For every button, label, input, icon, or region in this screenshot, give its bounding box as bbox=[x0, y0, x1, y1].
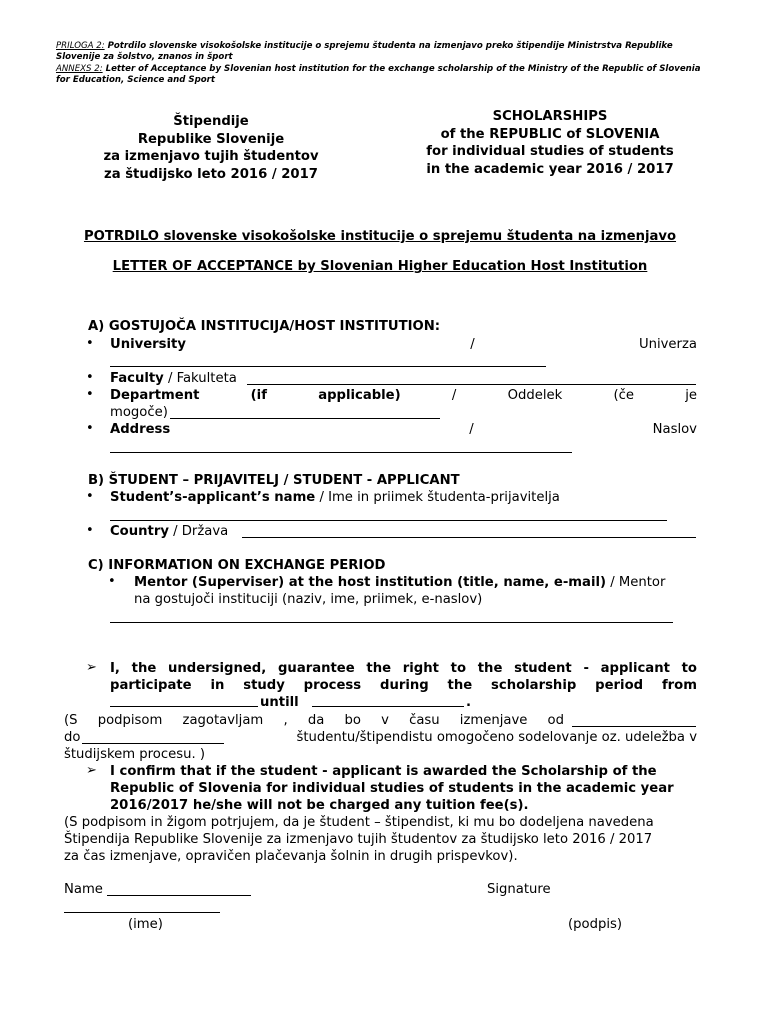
title-slovenian bbox=[90, 113, 332, 183]
confirm-statement bbox=[110, 763, 697, 815]
word: the bbox=[447, 678, 473, 693]
department-field[interactable] bbox=[170, 418, 440, 419]
word: student bbox=[514, 661, 572, 676]
section-b-title: B) ŠTUDENT – PRIJAVITELJ / STUDENT - APPLICANT bbox=[88, 473, 460, 488]
word: guarantee bbox=[277, 661, 355, 676]
department-word: (if bbox=[250, 388, 267, 403]
title-english bbox=[410, 108, 690, 178]
word: scholarship bbox=[491, 678, 577, 693]
word: applicant bbox=[600, 661, 670, 676]
word: from bbox=[661, 678, 697, 693]
izmenjave-do-field[interactable] bbox=[82, 743, 224, 744]
bullet-icon: • bbox=[108, 574, 116, 589]
guarantee-sl-line2: študentu/štipendistu omogočeno sodelovanje oz. udeležba v bbox=[296, 730, 697, 745]
student-name-label-sl: / Ime in priimek študenta-prijavitelja bbox=[315, 490, 560, 505]
department-word: (če bbox=[613, 388, 634, 403]
faculty-field[interactable] bbox=[247, 384, 696, 385]
confirm-line: 2016/2017 he/she will not be charged any tuition fee(s). bbox=[110, 798, 529, 814]
address-field[interactable] bbox=[110, 452, 572, 453]
title-sl-line: za izmenjavo tujih študentov bbox=[103, 149, 319, 164]
student-name-row bbox=[110, 489, 560, 506]
country-label: Country bbox=[110, 524, 169, 539]
address-label: Address bbox=[110, 422, 171, 437]
bullet-icon: • bbox=[86, 370, 94, 385]
period-until-field[interactable] bbox=[312, 706, 464, 707]
address-label-sl: Naslov bbox=[652, 422, 697, 437]
annex-header bbox=[56, 41, 706, 87]
mentor-label: Mentor (Superviser) at the host institution (title, name, e-mail) bbox=[134, 575, 607, 590]
word: right bbox=[402, 661, 439, 676]
bullet-icon: • bbox=[86, 336, 94, 351]
word: to bbox=[681, 661, 697, 676]
annex2-text: Letter of Acceptance by Slovenian host institution for the exchange scholarship of the Ministry of the Republic of Slovenia for Education, Science and Sport bbox=[56, 63, 701, 86]
faculty-label-sl: / Fakulteta bbox=[163, 371, 237, 386]
department-word: applicable) bbox=[318, 388, 401, 403]
word: the bbox=[131, 661, 157, 676]
title-en-line: in the academic year 2016 / 2017 bbox=[426, 161, 674, 177]
untill-label: untill bbox=[260, 695, 299, 710]
confirm-line: Republic of Slovenia for individual studies of students in the academic year bbox=[110, 781, 674, 797]
student-name-field[interactable] bbox=[110, 520, 667, 521]
title-en-line: SCHOLARSHIPS bbox=[492, 109, 608, 124]
university-label-sl: Univerza bbox=[638, 337, 697, 352]
name-field[interactable] bbox=[107, 895, 251, 896]
word: period bbox=[595, 678, 644, 693]
department-slash: / bbox=[451, 388, 457, 403]
word: bo bbox=[344, 713, 361, 728]
word: zagotavljam bbox=[182, 713, 264, 728]
word: podpisom bbox=[97, 713, 163, 728]
word: the bbox=[366, 661, 392, 676]
department-line2: mogoče) bbox=[110, 405, 168, 420]
mentor-row bbox=[134, 574, 697, 608]
guarantee-line2 bbox=[110, 677, 697, 694]
heading-english: LETTER OF ACCEPTANCE by Slovenian Higher Education Host Institution bbox=[112, 259, 648, 274]
word: od bbox=[547, 713, 564, 728]
faculty-label: Faculty bbox=[110, 371, 164, 386]
word: undersigned, bbox=[168, 661, 267, 676]
word: process bbox=[303, 678, 362, 693]
university-slash: / bbox=[470, 337, 475, 352]
word: (S bbox=[64, 713, 78, 728]
department-word: je bbox=[685, 388, 697, 403]
word: to bbox=[450, 661, 467, 676]
title-en-line: of the REPUBLIC of SLOVENIA bbox=[440, 126, 660, 142]
title-sl-line: Republike Slovenije bbox=[137, 131, 285, 147]
confirm-sl-line: Štipendija Republike Slovenije za izmenjavo tujih študentov za študijsko leto 2016 / 2017 bbox=[64, 832, 653, 848]
country-label-sl: / Država bbox=[168, 524, 229, 539]
guarantee-sl-line3: študijskem procesu. ) bbox=[64, 747, 205, 762]
name-label: Name bbox=[64, 882, 103, 897]
section-c-title: C) INFORMATION ON EXCHANGE PERIOD bbox=[88, 558, 386, 573]
signature-label: Signature bbox=[487, 882, 551, 897]
mentor-line2: na gostujoči instituciji (naziv, ime, priimek, e-naslov) bbox=[134, 592, 483, 608]
section-a-title: A) GOSTUJOČA INSTITUCIJA/HOST INSTITUTION: bbox=[88, 319, 441, 334]
arrow-bullet-icon: ➢ bbox=[86, 660, 97, 675]
annex1-text: Potrdilo slovenske visokošolske institucije o sprejemu študenta na izmenjavo preko štipendije Ministrstva Republike Slovenije za šolstvo, znanos in šport bbox=[56, 41, 673, 63]
word: during bbox=[380, 678, 429, 693]
university-row bbox=[110, 336, 697, 353]
heading-slovenian: POTRDILO slovenske visokošolske institucije o sprejemu študenta na izmenjavo bbox=[83, 229, 677, 244]
title-sl-line: Štipendije bbox=[173, 114, 249, 129]
faculty-row bbox=[110, 370, 237, 387]
title-en-line: for individual studies of students bbox=[426, 144, 674, 159]
bullet-icon: • bbox=[86, 489, 94, 504]
izmenjave-od-field[interactable] bbox=[572, 726, 696, 727]
title-sl-line: za študijsko leto 2016 / 2017 bbox=[104, 166, 318, 182]
address-row bbox=[110, 421, 697, 438]
university-field[interactable] bbox=[110, 366, 546, 367]
annex2-label: ANNEXS 2: bbox=[56, 63, 103, 74]
word: v bbox=[381, 713, 389, 728]
country-row bbox=[110, 523, 228, 540]
department-label-sl: Oddelek bbox=[507, 388, 563, 403]
bullet-icon: • bbox=[86, 387, 94, 402]
word: času bbox=[409, 713, 440, 728]
period-end-dot: . bbox=[466, 695, 472, 710]
word: study bbox=[243, 678, 285, 693]
confirm-sl-line: (S podpisom in žigom potrjujem, da je študent – štipendist, ki mu bo dodeljena navedena bbox=[64, 815, 654, 830]
word: participate bbox=[110, 678, 192, 693]
confirm-line: I confirm that if the student - applicant is awarded the Scholarship of the bbox=[110, 764, 657, 779]
bullet-icon: • bbox=[86, 421, 94, 436]
name-field-line2[interactable] bbox=[64, 912, 220, 913]
country-field[interactable] bbox=[242, 537, 696, 538]
do-label: do bbox=[64, 730, 81, 745]
podpis-caption: (podpis) bbox=[568, 917, 623, 932]
department-label: Department bbox=[110, 388, 200, 403]
word: in bbox=[210, 678, 225, 693]
word: I, bbox=[110, 661, 120, 676]
confirm-sl bbox=[64, 814, 697, 866]
word: da bbox=[307, 713, 325, 728]
arrow-bullet-icon: ➢ bbox=[86, 763, 97, 778]
guarantee-sl-line1 bbox=[64, 712, 564, 729]
period-from-field[interactable] bbox=[110, 706, 258, 707]
address-slash: / bbox=[469, 422, 474, 437]
mentor-field[interactable] bbox=[110, 622, 673, 623]
mentor-label-sl: / Mentor bbox=[606, 575, 666, 590]
guarantee-line1 bbox=[110, 660, 697, 677]
ime-caption: (ime) bbox=[128, 917, 163, 932]
bullet-icon: • bbox=[86, 523, 94, 538]
confirm-sl-line: za čas izmenjave, opravičen plačevanja šolnin in drugih prispevkov). bbox=[64, 849, 518, 865]
word: izmenjave bbox=[459, 713, 528, 728]
department-row bbox=[110, 387, 697, 404]
annex1-label: PRILOGA 2: bbox=[56, 41, 105, 51]
word: the bbox=[477, 661, 503, 676]
word: - bbox=[583, 661, 589, 676]
university-label: University bbox=[110, 337, 186, 352]
student-name-label: Student’s-applicant’s name bbox=[110, 490, 316, 505]
word: , bbox=[283, 713, 288, 728]
